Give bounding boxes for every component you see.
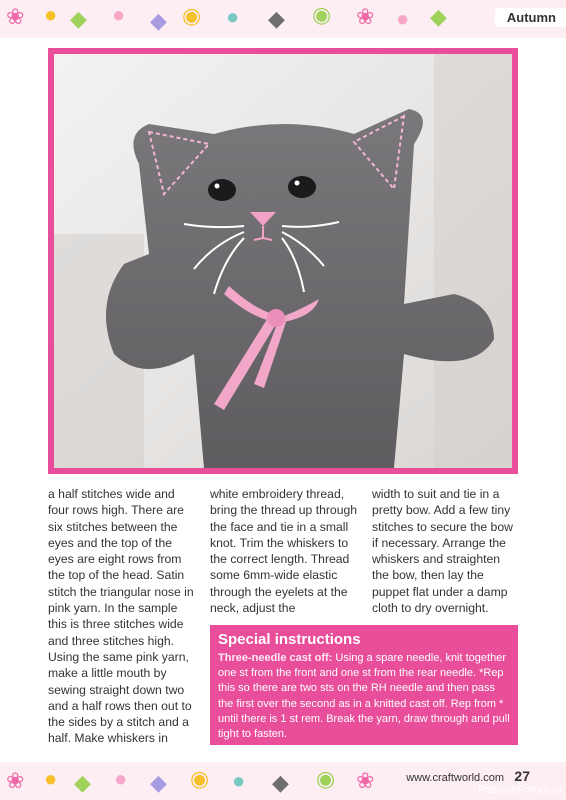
special-instructions-title: Special instructions [218, 631, 361, 648]
body-text-column-1 [48, 486, 198, 747]
paragraph: width to suit and tie in a pretty bow. Add a few tiny stitches to secure the bow if necessary. Arrange the whiskers and straighten the bow, then lay the puppet flat under a damp cloth to dry overnight. [372, 487, 513, 616]
bear-icon: ❀ [356, 768, 375, 793]
bear-icon: ❀ [356, 4, 375, 29]
special-instructions-box [210, 625, 518, 745]
footer-url[interactable]: www.craftworld.com [406, 772, 504, 784]
paragraph: white embroidery thread, bring the thread up through the face and tie in a small knot. Trim the whiskers to the correct length. Thread some 6mm-wide elastic through the eyelets at the neck, adjust the [210, 487, 358, 616]
snail-icon: ◉ [312, 2, 332, 27]
bear-icon: ❀ [6, 4, 25, 29]
bear-icon: ❀ [6, 768, 25, 793]
dog-icon: ◆ [272, 770, 289, 795]
dog-icon: ◆ [268, 6, 285, 31]
elephant-icon: ● [44, 2, 58, 27]
snail-icon: ◉ [182, 3, 202, 28]
section-tag: Autumn [495, 8, 566, 27]
mouse-icon: ● [226, 4, 240, 29]
mouse-icon: ● [396, 6, 410, 31]
mouse-icon: ● [232, 768, 246, 793]
snail-icon: ◉ [190, 766, 210, 791]
top-decorative-band [0, 0, 566, 38]
elephant-icon: ◆ [70, 6, 87, 31]
page-number: 27 [514, 768, 530, 784]
elephant-icon: ◆ [430, 4, 447, 29]
snail-icon: ◉ [316, 766, 336, 791]
paragraph: a half stitches wide and four rows high. There are six stitches between the eyes and the top of the eyes are eight rows from the top of the head. Satin stitch the triangular nose in pink yarn. In the sample this is three stitches wide and three stitches high. Using the same pink yarn, make a little mouth by sewing straight down two and a half rows then out to the sides by a stitch and a half. Make whiskers in [48, 487, 194, 746]
body-text-column-2 [210, 486, 360, 616]
special-instructions-lead: Three-needle cast off: [218, 652, 333, 664]
special-instructions-text [218, 651, 510, 742]
mouse-icon: ● [112, 2, 126, 27]
elephant-icon: ◆ [150, 8, 167, 33]
elephant-icon: ● [44, 766, 58, 791]
special-instructions-body: Using a spare needle, knit together one st from the front and one st from the rear needle. *Rep this so there are two sts on the RH needle and then pass the first over the second as in a knitted cast off. Rep from * until there is 1 st rem. Break the yarn, draw through and pull tight to fasten. [218, 652, 510, 741]
watermark: PassionForum.ru [478, 784, 562, 796]
cat-puppet-photo [54, 54, 512, 468]
body-text-column-3 [372, 486, 520, 616]
elephant-icon: ◆ [150, 770, 167, 795]
mouse-icon: ● [114, 766, 128, 791]
elephant-icon: ◆ [74, 770, 91, 795]
